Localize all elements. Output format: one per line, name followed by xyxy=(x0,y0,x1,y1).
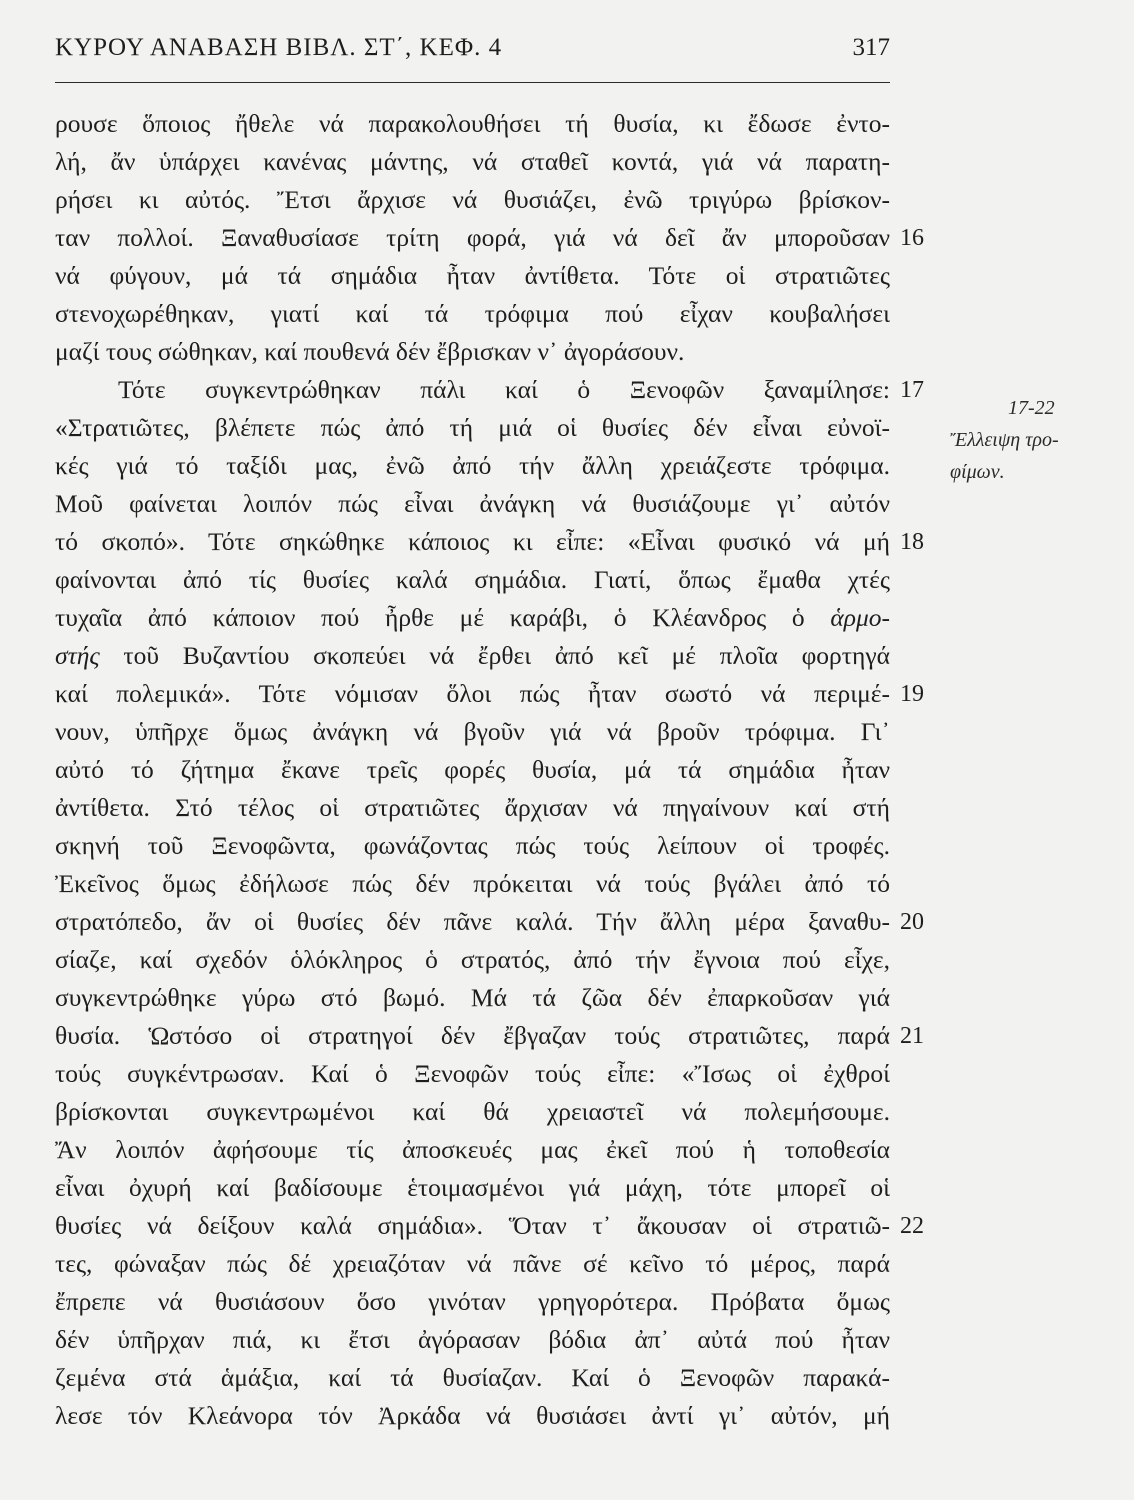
text-line: σίαζε, καί σχεδόν ὁλόκληρος ὁ στρατός, ἀπό τήν ἔγνοια πού εἶχε, xyxy=(55,945,890,974)
text-line: «Στρατιῶτες, βλέπετε πώς ἀπό τή μιά οἱ θυσίες δέν εἶναι εὐνοϊ- xyxy=(55,413,890,442)
text-line: μαζί τους σώθηκαν, καί πουθενά δέν ἔβρισκαν ν᾽ ἀγοράσουν. xyxy=(55,337,685,366)
side-note-text: φίμων. xyxy=(950,461,1005,483)
text-line: ἔπρεπε νά θυσιάσουν ὅσο γινόταν γρηγορότερα. Πρόβατα ὅμως xyxy=(55,1287,890,1316)
text-line: στρατόπεδο, ἄν οἱ θυσίες δέν πᾶνε καλά. Τήν ἄλλη μέρα ξαναθυ- xyxy=(55,907,890,936)
text-line: φαίνονται ἀπό τίς θυσίες καλά σημάδια. Γιατί, ὅπως ἔμαθα χτές xyxy=(55,565,890,594)
text-line: λή, ἄν ὑπάρχει κανένας μάντης, νά σταθεῖ κοντά, γιά νά παρατη- xyxy=(55,147,890,176)
text-line-with-italic xyxy=(55,601,890,635)
text-line: τό σκοπό». Τότε σηκώθηκε κάποιος κι εἶπε: «Εἶναι φυσικό νά μή xyxy=(55,527,890,556)
text-line: ρουσε ὅποιος ἤθελε νά παρακολουθήσει τή θυσία, κι ἔδωσε ἐντο- xyxy=(55,109,890,138)
text-segment: τοῦ Βυζαντίου σκοπεύει νά ἔρθει ἀπό κεῖ μέ πλοῖα φορτηγά xyxy=(123,641,890,670)
text-line: νουν, ὑπῆρχε ὅμως ἀνάγκη νά βγοῦν γιά νά βροῦν τρόφιμα. Γι᾽ xyxy=(55,717,890,746)
side-note-range: 17-22 xyxy=(1008,397,1055,419)
text-line: καί πολεμικά». Τότε νόμισαν ὅλοι πώς ἦταν σωστό νά περιμέ- xyxy=(55,679,890,708)
section-number: 19 xyxy=(900,681,924,707)
header-rule xyxy=(55,82,890,83)
text-line: ζεμένα στά ἁμάξια, καί τά θυσίαζαν. Καί ὁ Ξενοφῶν παρακά- xyxy=(55,1363,890,1392)
text-line: αὐτό τό ζήτημα ἔκανε τρεῖς φορές θυσία, μά τά σημάδια ἦταν xyxy=(55,755,890,784)
text-line: Τότε συγκεντρώθηκαν πάλι καί ὁ Ξενοφῶν ξαναμίλησε: xyxy=(118,375,890,404)
text-line: θυσία. Ὡστόσο οἱ στρατηγοί δέν ἔβγαζαν τούς στρατιῶτες, παρά xyxy=(55,1021,890,1050)
text-line-with-italic xyxy=(55,639,890,673)
text-line: νά φύγουν, μά τά σημάδια ἦταν ἀντίθετα. Τότε οἱ στρατιῶτες xyxy=(55,261,890,290)
section-number: 22 xyxy=(900,1213,924,1239)
side-note-text: Ἔλλειψη τρο- xyxy=(950,429,1059,451)
text-line: τες, φώναξαν πώς δέ χρειαζόταν νά πᾶνε σέ κεῖνο τό μέρος, παρά xyxy=(55,1249,890,1278)
section-number: 20 xyxy=(900,909,924,935)
section-number: 16 xyxy=(900,225,924,251)
text-line: εἶναι ὀχυρή καί βαδίσουμε ἑτοιμασμένοι γιά μάχη, τότε μπορεῖ οἱ xyxy=(55,1173,890,1202)
italic-term: ἁρμο- xyxy=(830,603,890,632)
text-line: τούς συγκέντρωσαν. Καί ὁ Ξενοφῶν τούς εἶπε: «Ἴσως οἱ ἐχθροί xyxy=(55,1059,890,1088)
text-line: θυσίες νά δείξουν καλά σημάδια». Ὅταν τ᾽ ἄκουσαν οἱ στρατιῶ- xyxy=(55,1211,890,1240)
text-line: Ἄν λοιπόν ἀφήσουμε τίς ἀποσκευές μας ἐκεῖ πού ἡ τοποθεσία xyxy=(55,1135,890,1164)
text-line: κές γιά τό ταξίδι μας, ἐνῶ ἀπό τήν ἄλλη χρειάζεστε τρόφιμα. xyxy=(55,451,890,480)
text-line: στενοχωρέθηκαν, γιατί καί τά τρόφιμα πού εἶχαν κουβαλήσει xyxy=(55,299,890,328)
text-line: ταν πολλοί. Ξαναθυσίασε τρίτη φορά, γιά νά δεῖ ἄν μποροῦσαν xyxy=(55,223,890,252)
section-number: 18 xyxy=(900,529,924,555)
text-line: συγκεντρώθηκε γύρω στό βωμό. Μά τά ζῶα δέν ἐπαρκοῦσαν γιά xyxy=(55,983,890,1012)
text-line: σκηνή τοῦ Ξενοφῶντα, φωνάζοντας πώς τούς λείπουν οἱ τροφές. xyxy=(55,831,890,860)
text-line: λεσε τόν Κλεάνορα τόν Ἀρκάδα νά θυσιάσει ἀντί γι᾽ αὐτόν, μή xyxy=(55,1401,890,1430)
text-line: δέν ὑπῆρχαν πιά, κι ἔτσι ἀγόρασαν βόδια ἀπ᾽ αὐτά πού ἦταν xyxy=(55,1325,890,1354)
text-line: βρίσκονται συγκεντρωμένοι καί θά χρειαστεῖ νά πολεμήσουμε. xyxy=(55,1097,890,1126)
italic-term: στής xyxy=(55,641,100,670)
side-note xyxy=(950,392,1130,488)
text-line: Μοῦ φαίνεται λοιπόν πώς εἶναι ἀνάγκη νά θυσιάζουμε γι᾽ αὐτόν xyxy=(55,489,890,518)
section-number: 21 xyxy=(900,1023,924,1049)
section-number: 17 xyxy=(900,377,924,403)
running-head: ΚΥΡΟΥ ΑΝΑΒΑΣΗ ΒΙΒΛ. ΣΤ΄, ΚΕΦ. 4 xyxy=(55,34,503,61)
text-line: ρήσει κι αὐτός. Ἔτσι ἄρχισε νά θυσιάζει, ἐνῶ τριγύρω βρίσκον- xyxy=(55,185,890,214)
text-line: Ἐκεῖνος ὅμως ἐδήλωσε πώς δέν πρόκειται νά τούς βγάλει ἀπό τό xyxy=(55,869,890,898)
text-line: ἀντίθετα. Στό τέλος οἱ στρατιῶτες ἄρχισαν νά πηγαίνουν καί στή xyxy=(55,793,890,822)
page-number: 317 xyxy=(852,34,890,61)
text-segment: τυχαῖα ἀπό κάποιον πού ἦρθε μέ καράβι, ὁ Κλέανδρος ὁ xyxy=(55,603,805,632)
